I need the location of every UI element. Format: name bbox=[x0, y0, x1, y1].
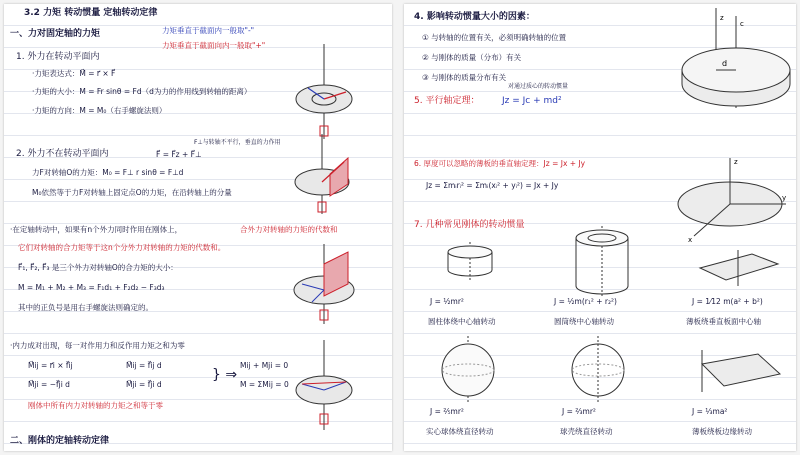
bullet-3-equation: M = M₁ + M₂ + M₃ = F₁d₁ + F₂d₂ − F₃d₃ bbox=[18, 283, 165, 292]
svg-text:c: c bbox=[740, 20, 744, 28]
right-notebook-page bbox=[404, 4, 796, 451]
eq-sum-total: M = ΣMij = 0 bbox=[240, 380, 289, 389]
svg-text:z: z bbox=[734, 158, 738, 166]
caption-solid-cylinder: 圆柱体绕中心轴转动 bbox=[428, 317, 496, 326]
factor-3: ③ 与刚体的质量分布有关 bbox=[422, 73, 507, 82]
thin-plate-edge-icon bbox=[698, 350, 784, 392]
section-6-title: 6. 厚度可以忽略的薄板的垂直轴定理：Jz = Jx + Jy bbox=[414, 159, 586, 168]
formula-solid-cylinder: J = ½mr² bbox=[430, 297, 464, 306]
caption-plate-edge: 薄板绕板边缘转动 bbox=[692, 427, 752, 436]
eq-mji: M⃗ji = −f⃗ji d bbox=[28, 380, 70, 389]
formula-hollow-cylinder: J = ½m(r₁² + r₂²) bbox=[554, 297, 617, 306]
sign-note-out: 力矩垂直于截面内一般取"-" bbox=[162, 26, 255, 35]
svg-text:y: y bbox=[782, 194, 787, 202]
eq-mij: M⃗ij = r⃗i × f⃗ij bbox=[28, 361, 73, 370]
item-2-title: 2. 外力不在转动平面内 bbox=[16, 149, 109, 159]
caption-solid-sphere: 实心球体绕直径转动 bbox=[426, 427, 494, 436]
sign-note-in: 力矩垂直于截面向内一般取"+" bbox=[162, 41, 266, 50]
factor-2: ② 与刚体的质量（分布）有关 bbox=[422, 53, 522, 62]
implies-brace: } ⇒ bbox=[212, 367, 238, 383]
torque-about-axis: 力F对转轴O的力矩：M₀ = F⊥ r sinθ = F⊥d bbox=[32, 168, 184, 177]
svg-text:d: d bbox=[722, 59, 728, 68]
formula-plate-edge: J = ⅓ma² bbox=[692, 407, 728, 416]
bullet-3-note: 其中的正负号是用右手螺旋法则确定的。 bbox=[18, 303, 153, 312]
torque-expression: ·力矩表达式：M⃗ = r⃗ × F⃗ bbox=[32, 69, 116, 78]
formula-spherical-shell: J = ⅔mr² bbox=[562, 407, 596, 416]
spherical-shell-icon bbox=[566, 336, 630, 404]
page-header: 3.2 力矩 转动惯量 定轴转动定律 bbox=[24, 8, 158, 18]
section-4-title: 4. 影响转动惯量大小的因素： bbox=[414, 12, 535, 22]
bullet-3-highlight: 合外力对转轴的力矩的代数和 bbox=[240, 225, 338, 234]
torque-component-desc: M₀依然等于力F对转轴上固定点O的力矩，在沿转轴上的分量 bbox=[32, 188, 232, 197]
torque-magnitude: ·力矩的大小：M = Fr sinθ = Fd（d为力的作用线到转轴的距离） bbox=[32, 87, 252, 96]
thin-plate-center-icon bbox=[696, 250, 782, 286]
section-title-2: 二、刚体的定轴转动定律 bbox=[10, 436, 110, 446]
caption-spherical-shell: 球壳绕直径转动 bbox=[560, 427, 613, 436]
eq-sum-pair: Mij + Mji = 0 bbox=[240, 361, 289, 370]
force-note: F⊥与转轴不平行，垂直的力作用 bbox=[194, 139, 281, 146]
torque-direction: ·力矩的方向：M = M₀（右手螺旋法则） bbox=[32, 106, 167, 115]
bullet-3-red-line: 它们对转轴的合力矩等于这n个分外力对转轴的力矩的代数和。 bbox=[18, 243, 226, 252]
section-5-title: 5. 平行轴定理： bbox=[414, 96, 480, 106]
formula-plate-center: J = 1⁄12 m(a² + b²) bbox=[692, 297, 763, 306]
bullet-3-intro: ·在定轴转动中，如果有n个外力同时作用在刚体上， bbox=[10, 225, 183, 234]
eq-mji-2: M⃗ji = f⃗ji d bbox=[126, 380, 162, 389]
torque-disk-figure-3 bbox=[292, 244, 356, 324]
parallel-axis-disk-figure bbox=[676, 8, 792, 118]
section-7-title: 7. 几种常见刚体的转动惯量 bbox=[414, 220, 525, 230]
torque-disk-figure-1 bbox=[294, 44, 354, 139]
force-decomposition: F⃗ = F⃗z + F⃗⊥ bbox=[156, 150, 202, 159]
bullet-3-forces: F⃗₁, F⃗₂, F⃗₃ 是三个外力对转轴O的合力矩的大小： bbox=[18, 263, 178, 272]
caption-plate-center: 薄板绕垂直板面中心轴 bbox=[686, 317, 761, 326]
internal-force-figure bbox=[294, 340, 356, 430]
left-notebook-page bbox=[4, 4, 392, 451]
item-1-title: 1. 外力在转动平面内 bbox=[16, 52, 100, 62]
perpendicular-axis-equation: Jz = Σmᵢrᵢ² = Σmᵢ(xᵢ² + yᵢ²) = Jx + Jy bbox=[426, 181, 559, 190]
hollow-cylinder-icon bbox=[570, 226, 634, 298]
section-title-1: 一、力对固定轴的力矩 bbox=[10, 29, 101, 39]
eq-mij-2: M⃗ij = f⃗ij d bbox=[126, 361, 162, 370]
formula-solid-sphere: J = ⅖mr² bbox=[430, 407, 464, 416]
caption-hollow-cylinder: 圆筒绕中心轴转动 bbox=[554, 317, 614, 326]
thin-plate-axes-figure bbox=[674, 154, 792, 246]
svg-text:z: z bbox=[720, 14, 724, 22]
svg-text:x: x bbox=[688, 236, 693, 244]
factor-1: ① 与转轴的位置有关，必须明确转轴的位置 bbox=[422, 33, 567, 42]
bullet-4-title: ·内力成对出现，每一对作用力和反作用力矩之和为零 bbox=[10, 341, 185, 350]
solid-sphere-icon bbox=[436, 336, 500, 404]
solid-cylinder-icon bbox=[440, 242, 500, 282]
torque-disk-figure-2 bbox=[294, 134, 354, 214]
parallel-axis-note: 对通过质心的转动惯量 bbox=[508, 83, 569, 90]
bullet-4-conclusion: 刚体中所有内力对转轴的力矩之和等于零 bbox=[28, 401, 163, 410]
parallel-axis-equation: Jz = Jc + md² bbox=[502, 96, 562, 106]
